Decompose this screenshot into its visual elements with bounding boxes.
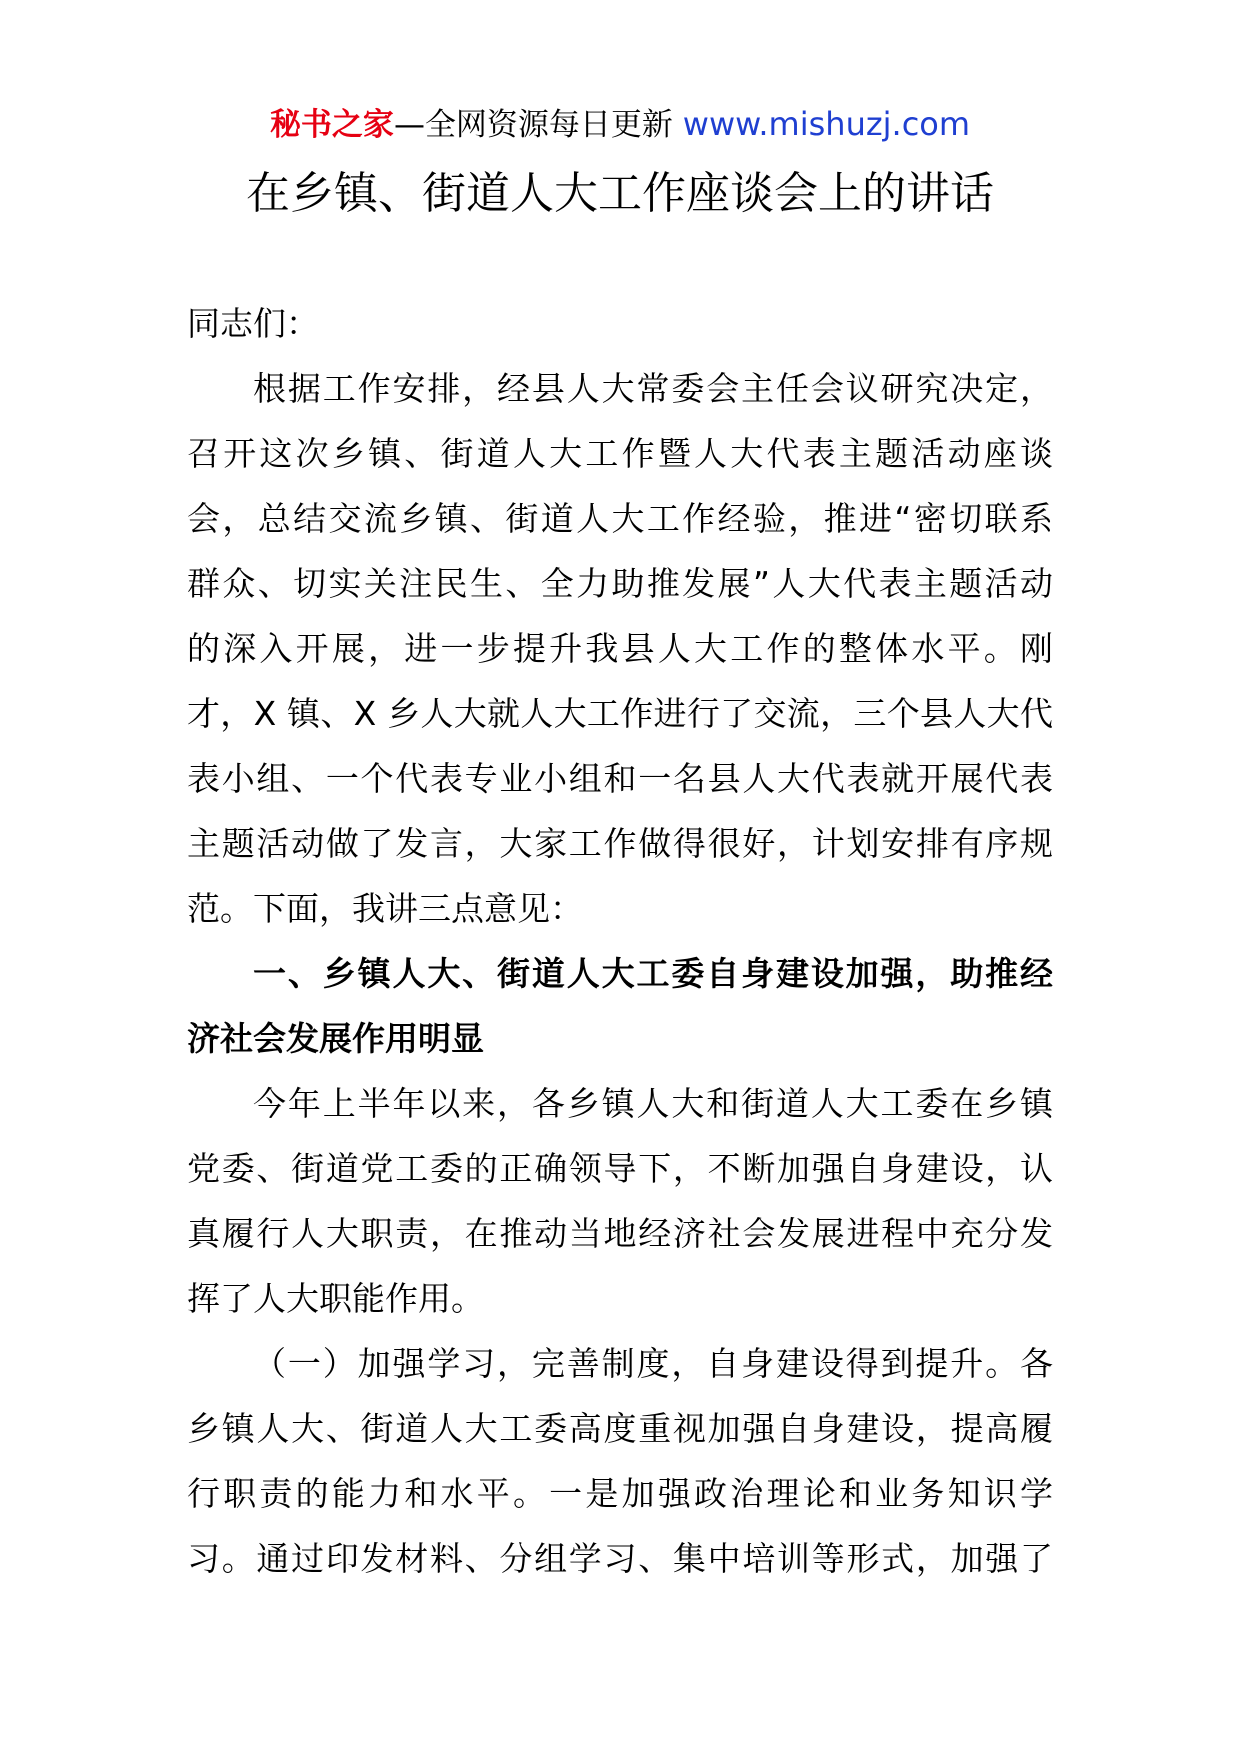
paragraph-line: 今年上半年以来，各乡镇人大和街道人大工委在乡镇 <box>253 1084 1053 1123</box>
site-header <box>0 102 1240 147</box>
paragraph-line: 范。下面，我讲三点意见： <box>187 889 583 928</box>
paragraph-line: 挥了人大职能作用。 <box>187 1279 484 1318</box>
paragraph-line: 习。通过印发材料、分组学习、集中培训等形式，加强了 <box>187 1539 1053 1578</box>
paragraph-line: 党委、街道党工委的正确领导下，不断加强自身建设，认 <box>187 1149 1053 1188</box>
paragraph-line: 召开这次乡镇、街道人大工作暨人大代表主题活动座谈 <box>187 434 1053 473</box>
site-brand: 秘书之家 <box>269 107 394 143</box>
paragraph-line: 才，X 镇、X 乡人大就人大工作进行了交流，三个县人大代 <box>187 694 1053 733</box>
paragraph-line: 会，总结交流乡镇、街道人大工作经验，推进“密切联系 <box>187 499 1053 538</box>
paragraph-line: 群众、切实关注民生、全力助推发展”人大代表主题活动 <box>187 564 1053 603</box>
paragraph-line: 的深入开展，进一步提升我县人大工作的整体水平。刚 <box>187 629 1053 668</box>
section-heading: 济社会发展作用明显 <box>187 1019 484 1058</box>
paragraph-line: 真履行人大职责，在推动当地经济社会发展进程中充分发 <box>187 1214 1053 1253</box>
paragraph-line: （一）加强学习，完善制度，自身建设得到提升。各 <box>253 1344 1053 1383</box>
salutation: 同志们： <box>187 304 319 343</box>
paragraph-line: 根据工作安排，经县人大常委会主任会议研究决定， <box>253 369 1053 408</box>
section-heading: 一、乡镇人大、街道人大工委自身建设加强，助推经 <box>253 954 1053 993</box>
site-url-link[interactable]: www.mishuzj.com <box>682 105 971 143</box>
paragraph-line: 表小组、一个代表专业小组和一名县人大代表就开展代表 <box>187 759 1053 798</box>
document-body <box>187 291 1053 1591</box>
paragraph-line: 乡镇人大、街道人大工委高度重视加强自身建设，提高履 <box>187 1409 1053 1448</box>
paragraph-line: 行职责的能力和水平。一是加强政治理论和业务知识学 <box>187 1474 1053 1513</box>
document-title: 在乡镇、街道人大工作座谈会上的讲话 <box>246 168 994 219</box>
paragraph-line: 主题活动做了发言，大家工作做得很好，计划安排有序规 <box>187 824 1053 863</box>
site-tagline: —全网资源每日更新 <box>393 107 683 143</box>
